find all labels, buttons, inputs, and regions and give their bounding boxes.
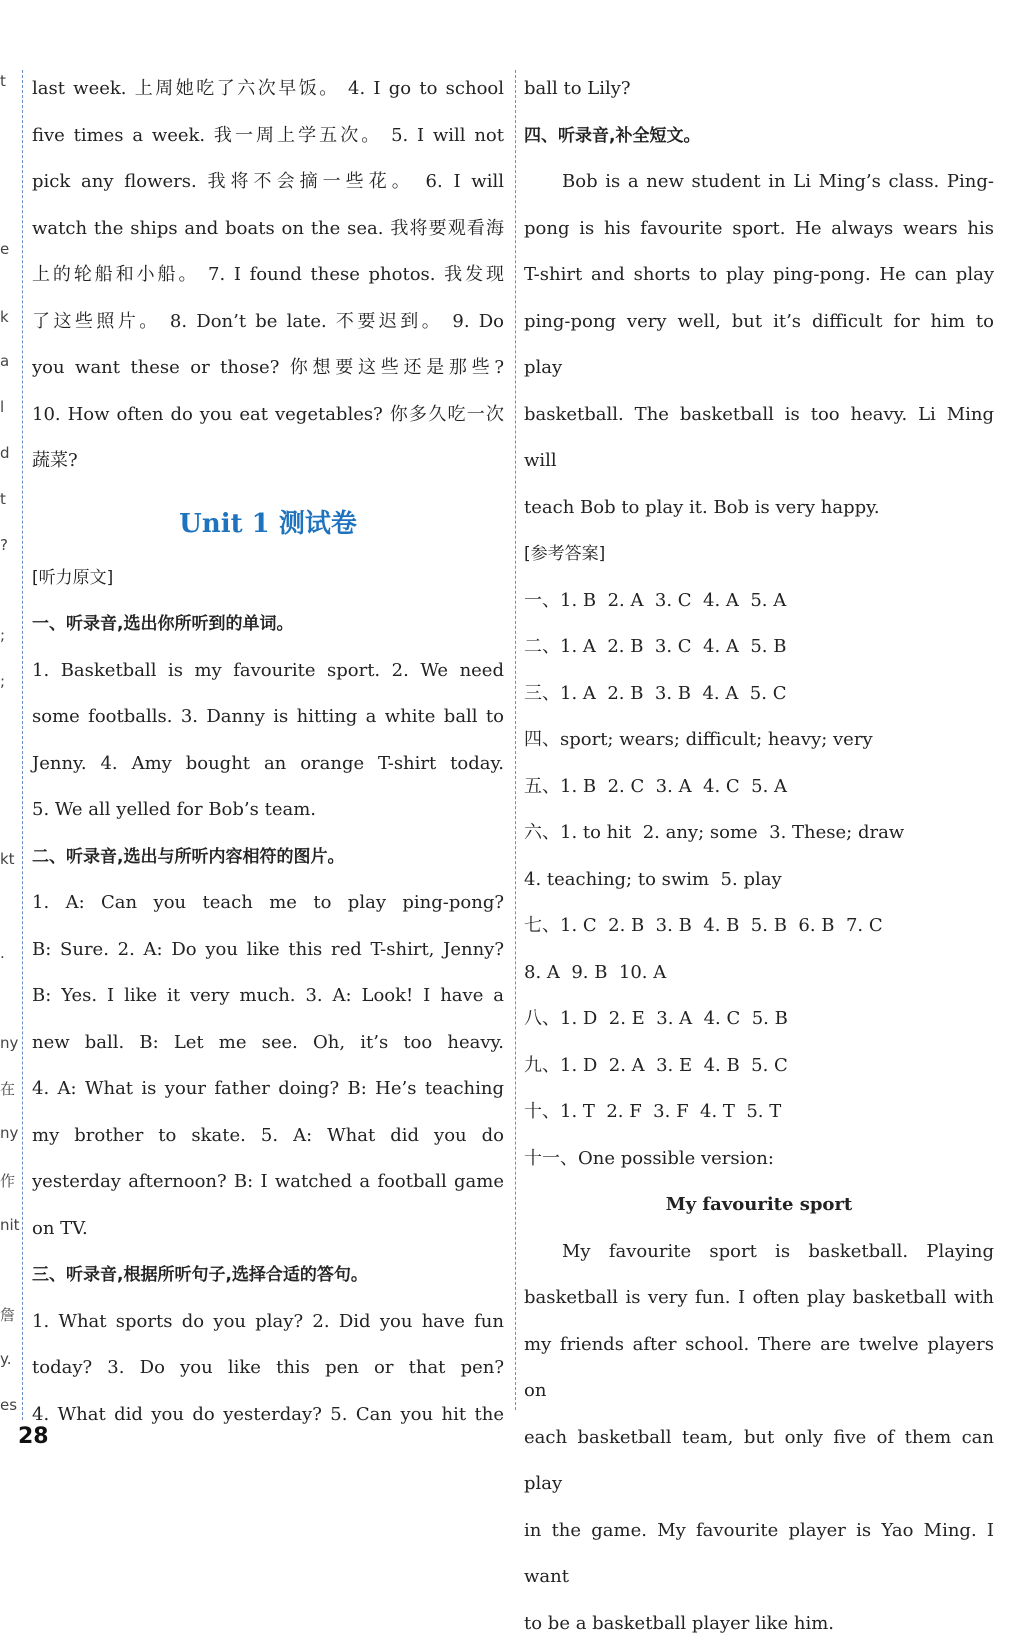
edge-char: a <box>0 352 9 370</box>
answer-line: 五、1. B 2. C 3. A 4. C 5. A <box>524 764 994 811</box>
section-heading: 四、听录音,补全短文。 <box>524 113 994 160</box>
text-line: Jenny. 4. Amy bought an orange T-shirt today. <box>32 741 504 788</box>
answer-line: 一、1. B 2. A 3. C 4. A 5. A <box>524 578 994 625</box>
edge-char: t <box>0 490 6 508</box>
text-line: B: Sure. 2. A: Do you like this red T-shirt, Jenny? <box>32 927 504 974</box>
text-line: 上的轮船和小船。 7. I found these photos. 我发现 <box>32 252 504 299</box>
text-line: last week. 上周她吃了六次早饭。 4. I go to school <box>32 66 504 113</box>
text-line: ping-pong very well, but it’s difficult for him to play <box>524 299 994 392</box>
unit-title: Unit 1 测试卷 <box>32 497 504 551</box>
right-column <box>524 66 994 1647</box>
text-line: basketball. The basketball is too heavy. Li Ming will <box>524 392 994 485</box>
edge-char: l <box>0 398 4 416</box>
edge-char: . <box>0 944 5 962</box>
edge-char: ; <box>0 626 5 644</box>
text-line: 5. We all yelled for Bob’s team. <box>32 787 504 834</box>
edge-char: d <box>0 444 10 462</box>
answer-line: 8. A 9. B 10. A <box>524 950 994 997</box>
answer-line: 七、1. C 2. B 3. B 4. B 5. B 6. B 7. C <box>524 903 994 950</box>
edge-char: ny <box>0 1034 18 1052</box>
answers-label: [参考答案] <box>524 531 994 578</box>
page-number: 28 <box>18 1424 49 1449</box>
text-line: 10. How often do you eat vegetables? 你多久吃一次 <box>32 392 504 439</box>
text-line: teach Bob to play it. Bob is very happy. <box>524 485 994 532</box>
essay-title: My favourite sport <box>524 1182 994 1229</box>
answer-line: 四、sport; wears; difficult; heavy; very <box>524 717 994 764</box>
edge-char: ny <box>0 1124 18 1142</box>
text-line: in the game. My favourite player is Yao Ming. I want <box>524 1508 994 1601</box>
section-heading: 二、听录音,选出与所听内容相符的图片。 <box>32 834 504 881</box>
text-line: 1. A: Can you teach me to play ping-pong? <box>32 880 504 927</box>
edge-char: e <box>0 240 9 258</box>
edge-char: kt <box>0 850 15 868</box>
answer-line: 九、1. D 2. A 3. E 4. B 5. C <box>524 1043 994 1090</box>
edge-char: y. <box>0 1350 12 1368</box>
text-line: 4. A: What is your father doing? B: He’s teaching <box>32 1066 504 1113</box>
answer-line: 十、1. T 2. F 3. F 4. T 5. T <box>524 1089 994 1136</box>
text-line: My favourite sport is basketball. Playing <box>524 1229 994 1276</box>
edge-char: 作 <box>0 1170 15 1191</box>
section-heading: 三、听录音,根据所听句子,选择合适的答句。 <box>32 1252 504 1299</box>
answer-line: 六、1. to hit 2. any; some 3. These; draw <box>524 810 994 857</box>
text-line: pick any flowers. 我将不会摘一些花。 6. I will <box>32 159 504 206</box>
answer-line: 二、1. A 2. B 3. C 4. A 5. B <box>524 624 994 671</box>
text-line: each basketball team, but only five of them can play <box>524 1415 994 1508</box>
text-line: pong is his favourite sport. He always wears his <box>524 206 994 253</box>
edge-char: k <box>0 308 9 326</box>
listening-script-label: [听力原文] <box>32 555 504 602</box>
edge-char: es <box>0 1396 17 1414</box>
left-column <box>32 66 504 1438</box>
text-line: you want these or those? 你想要这些还是那些? <box>32 345 504 392</box>
answer-line: 八、1. D 2. E 3. A 4. C 5. B <box>524 996 994 1043</box>
text-line: 1. What sports do you play? 2. Did you have fun <box>32 1299 504 1346</box>
answer-line: 十一、One possible version: <box>524 1136 994 1183</box>
text-line: some footballs. 3. Danny is hitting a white ball to <box>32 694 504 741</box>
column-dashed-divider <box>515 70 516 1410</box>
left-dashed-divider <box>22 70 23 1420</box>
text-line: ball to Lily? <box>524 66 994 113</box>
text-line: basketball is very fun. I often play basketball with <box>524 1275 994 1322</box>
edge-char: 詹 <box>0 1304 15 1325</box>
edge-char: t <box>0 72 6 90</box>
text-line: B: Yes. I like it very much. 3. A: Look! I have a <box>32 973 504 1020</box>
text-line: watch the ships and boats on the sea. 我将要观看海 <box>32 206 504 253</box>
text-line: 了这些照片。 8. Don’t be late. 不要迟到。 9. Do <box>32 299 504 346</box>
text-line: 4. What did you do yesterday? 5. Can you hit the <box>32 1392 504 1439</box>
text-line: new ball. B: Let me see. Oh, it’s too heavy. <box>32 1020 504 1067</box>
text-line: 1. Basketball is my favourite sport. 2. We need <box>32 648 504 695</box>
answer-line: 4. teaching; to swim 5. play <box>524 857 994 904</box>
edge-char: 在 <box>0 1078 15 1099</box>
text-line: to be a basketball player like him. <box>524 1601 994 1647</box>
text-line: yesterday afternoon? B: I watched a football game <box>32 1159 504 1206</box>
text-line: today? 3. Do you like this pen or that pen? <box>32 1345 504 1392</box>
text-line: Bob is a new student in Li Ming’s class. Ping- <box>524 159 994 206</box>
answer-line: 三、1. A 2. B 3. B 4. A 5. C <box>524 671 994 718</box>
edge-char: ; <box>0 672 5 690</box>
section-heading: 一、听录音,选出你所听到的单词。 <box>32 601 504 648</box>
edge-char: ? <box>0 536 8 554</box>
edge-char: nit <box>0 1216 20 1234</box>
left-edge-cropped-text <box>0 60 18 1420</box>
text-line: on TV. <box>32 1206 504 1253</box>
text-line: my brother to skate. 5. A: What did you do <box>32 1113 504 1160</box>
text-line: five times a week. 我一周上学五次。 5. I will not <box>32 113 504 160</box>
text-line: T-shirt and shorts to play ping-pong. He can play <box>524 252 994 299</box>
text-line: my friends after school. There are twelve players on <box>524 1322 994 1415</box>
text-line: 蔬菜? <box>32 438 504 485</box>
